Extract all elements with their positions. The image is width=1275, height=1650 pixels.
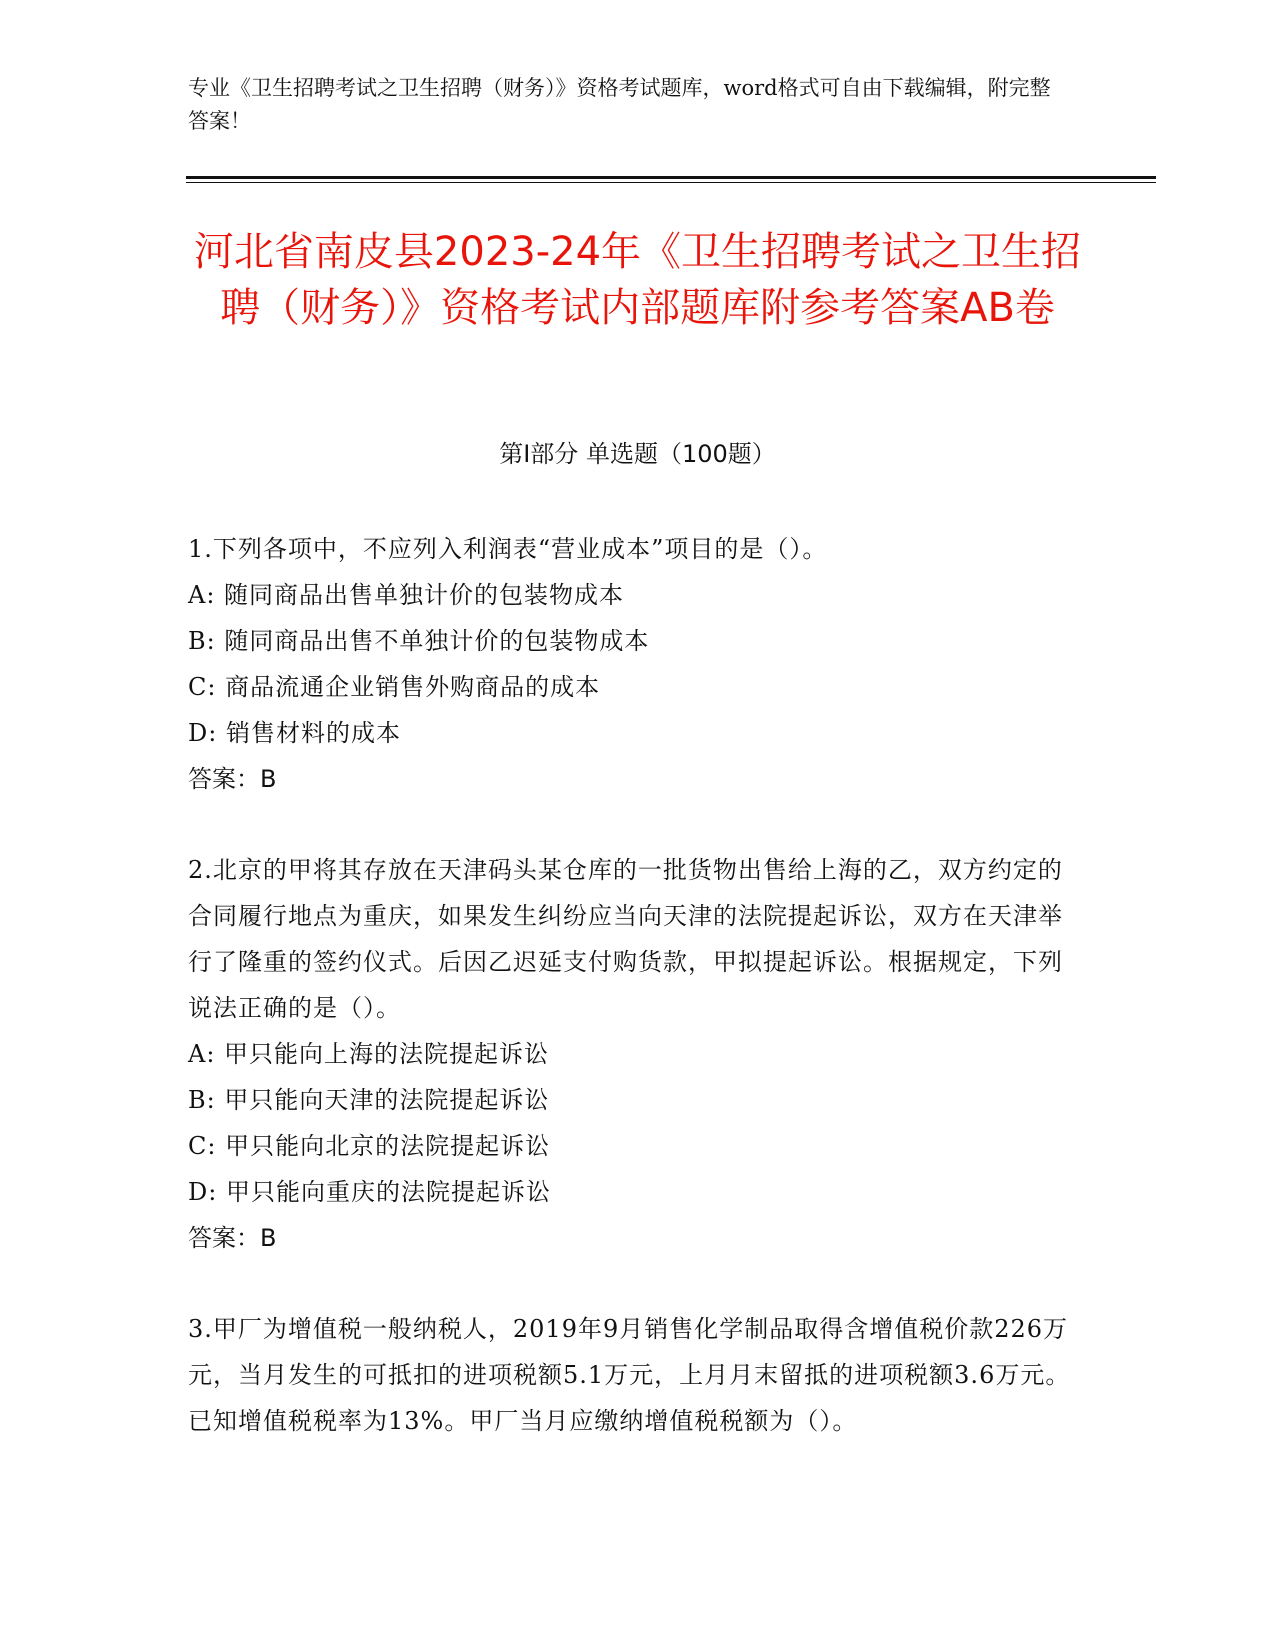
option-c: C: 商品流通企业销售外购商品的成本 [188,673,601,701]
option-d: D: 销售材料的成本 [188,719,401,747]
question-list [188,526,1078,1489]
option-a: A: 甲只能向上海的法院提起诉讼 [188,1040,550,1068]
header-divider-thin [186,182,1156,183]
document-title: 河北省南皮县2023-24年《卫生招聘考试之卫生招聘（财务）》资格考试内部题库附参考答案AB卷 [193,229,1082,331]
header-note: 专业《卫生招聘考试之卫生招聘（财务）》资格考试题库，word格式可自由下载编辑，附完整答案！ [188,76,1051,133]
question-stem: 3.甲厂为增值税一般纳税人，2019年9月销售化学制品取得含增值税价款226万元，当月发生的可抵扣的进项税额5.1万元，上月月末留抵的进项税额3.6万元。已知增值税税率为13%。甲厂当月应缴纳增值税税额为（）。 [188,1315,1071,1435]
option-c: C: 甲只能向北京的法院提起诉讼 [188,1132,551,1160]
option-a: A: 随同商品出售单独计价的包装物成本 [188,581,625,609]
question-3 [188,1306,1078,1444]
question-2 [188,847,1078,1261]
header-divider-thick [186,176,1156,179]
option-b: B: 甲只能向天津的法院提起诉讼 [188,1086,550,1114]
option-b: B: 随同商品出售不单独计价的包装物成本 [188,627,650,655]
answer: 答案：B [188,1224,277,1252]
question-stem: 1.下列各项中，不应列入利润表“营业成本”项目的是（）。 [188,535,828,563]
question-1 [188,526,1078,802]
option-d: D: 甲只能向重庆的法院提起诉讼 [188,1178,551,1206]
section-heading: 第I部分 单选题（100题） [499,440,776,468]
answer: 答案：B [188,765,277,793]
question-stem: 2.北京的甲将其存放在天津码头某仓库的一批货物出售给上海的乙，双方约定的合同履行地点为重庆，如果发生纠纷应当向天津的法院提起诉讼，双方在天津举行了隆重的签约仪式。后因乙迟延支付购货款，甲拟提起诉讼。根据规定，下列说法正确的是（）。 [188,856,1063,1022]
